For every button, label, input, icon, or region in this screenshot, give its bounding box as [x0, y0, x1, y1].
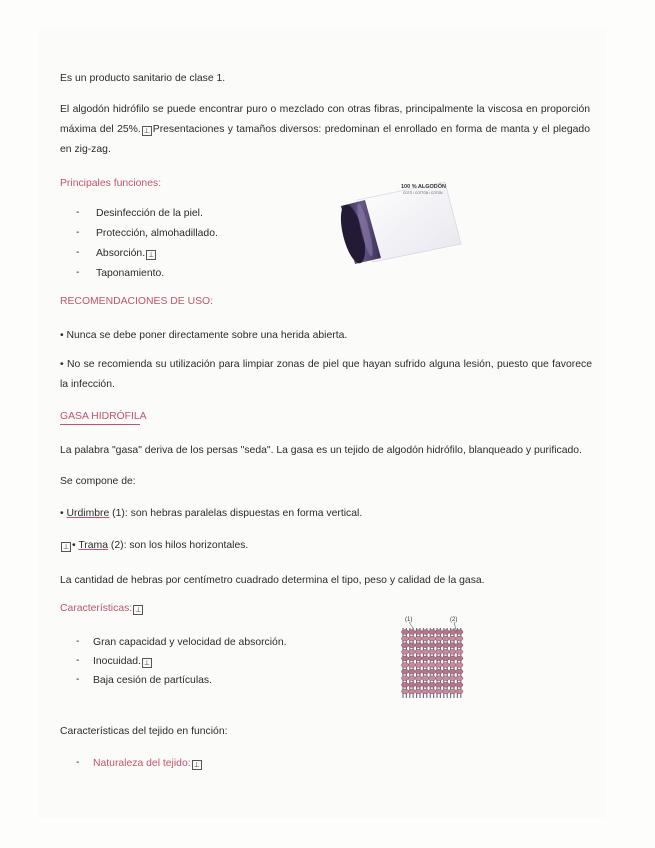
placeholder-glyph-icon: ⊥	[135, 607, 142, 614]
funcion-item: Absorción. ⊥	[96, 248, 155, 259]
urdimbre-line: • Urdimbre (1): son hebras paralelas dispuestas en forma vertical.	[60, 508, 363, 519]
gasa-heading: GASA HIDRÓFILA	[60, 411, 147, 422]
naturaleza-item: Naturaleza del tejido: ⊥	[93, 758, 200, 769]
bullet-dash: -	[76, 247, 80, 258]
funcion-item: Desinfección de la piel.	[96, 208, 203, 219]
caracteristica-item: Gran capacidad y velocidad de absorción.	[93, 637, 287, 648]
algodon-paragraph	[60, 100, 590, 160]
cantidad-line: La cantidad de hebras por centímetro cuadrado determina el tipo, peso y calidad de la gasa.	[60, 575, 485, 586]
cotton-roll-image	[335, 172, 465, 264]
placeholder-glyph-icon: ⊥	[143, 660, 150, 667]
weave-label-urdimbre: (1)	[405, 617, 413, 623]
placeholder-glyph-icon: ⊥	[193, 762, 200, 769]
weave-label-trama: (2)	[450, 617, 458, 623]
bullet-dash: -	[76, 655, 80, 666]
recomendacion-2: • No se recomienda su utilización para limpiar zonas de piel que hayan sufrido alguna lesión, puesto que favorece la infección.	[60, 359, 592, 390]
bullet-dash: -	[76, 674, 80, 685]
bullet-dash: -	[76, 207, 80, 218]
compone-line: Se compone de:	[60, 476, 136, 487]
gasa-heading-underline	[60, 424, 140, 425]
funciones-heading: Principales funciones:	[60, 178, 162, 189]
bullet-dash: -	[76, 267, 80, 278]
trama-line: ⊥ • Trama (2): son los hilos horizontales.	[62, 540, 249, 551]
algodon-text-1: El algodón hidrófilo se puede encontrar puro o mezclado con otras fibras, principalmente la viscosa en proporción máxima del 25%.	[60, 104, 590, 135]
tejido-heading: Características del tejido en función:	[60, 726, 228, 737]
caracteristica-item: Inocuidad. ⊥	[93, 656, 150, 667]
gauze-weave-diagram	[395, 612, 470, 702]
caracteristica-item: Baja cesión de partículas.	[93, 675, 212, 686]
caracteristicas-heading: Características: ⊥	[60, 603, 142, 614]
roll-label-sub: COTÓ / COTTON / COTON	[403, 191, 443, 195]
recomendacion-1: • Nunca se debe poner directamente sobre una herida abierta.	[60, 330, 348, 341]
funcion-item: Taponamiento.	[96, 268, 165, 279]
placeholder-glyph-icon: ⊥	[143, 128, 150, 135]
bullet-dash: -	[76, 227, 80, 238]
placeholder-glyph-icon: ⊥	[62, 544, 70, 551]
recomendaciones-heading: RECOMENDACIONES DE USO:	[60, 296, 213, 307]
placeholder-glyph-icon: ⊥	[148, 252, 155, 259]
bullet-dash: -	[76, 636, 80, 647]
algodon-text-2: Presentaciones y tamaños diversos: predominan el enrollado en forma de manta y el plegado en zig-zag.	[60, 124, 590, 155]
intro-line: Es un producto sanitario de clase 1.	[60, 73, 226, 84]
bullet-dash: -	[76, 757, 80, 768]
funcion-item: Protección, almohadillado.	[96, 228, 218, 239]
gasa-definition: La palabra "gasa" deriva de los persas "seda". La gasa es un tejido de algodón hidrófilo, blanqueado y purificado.	[60, 445, 582, 456]
roll-label-main: 100 % ALGODÓN	[401, 184, 447, 190]
